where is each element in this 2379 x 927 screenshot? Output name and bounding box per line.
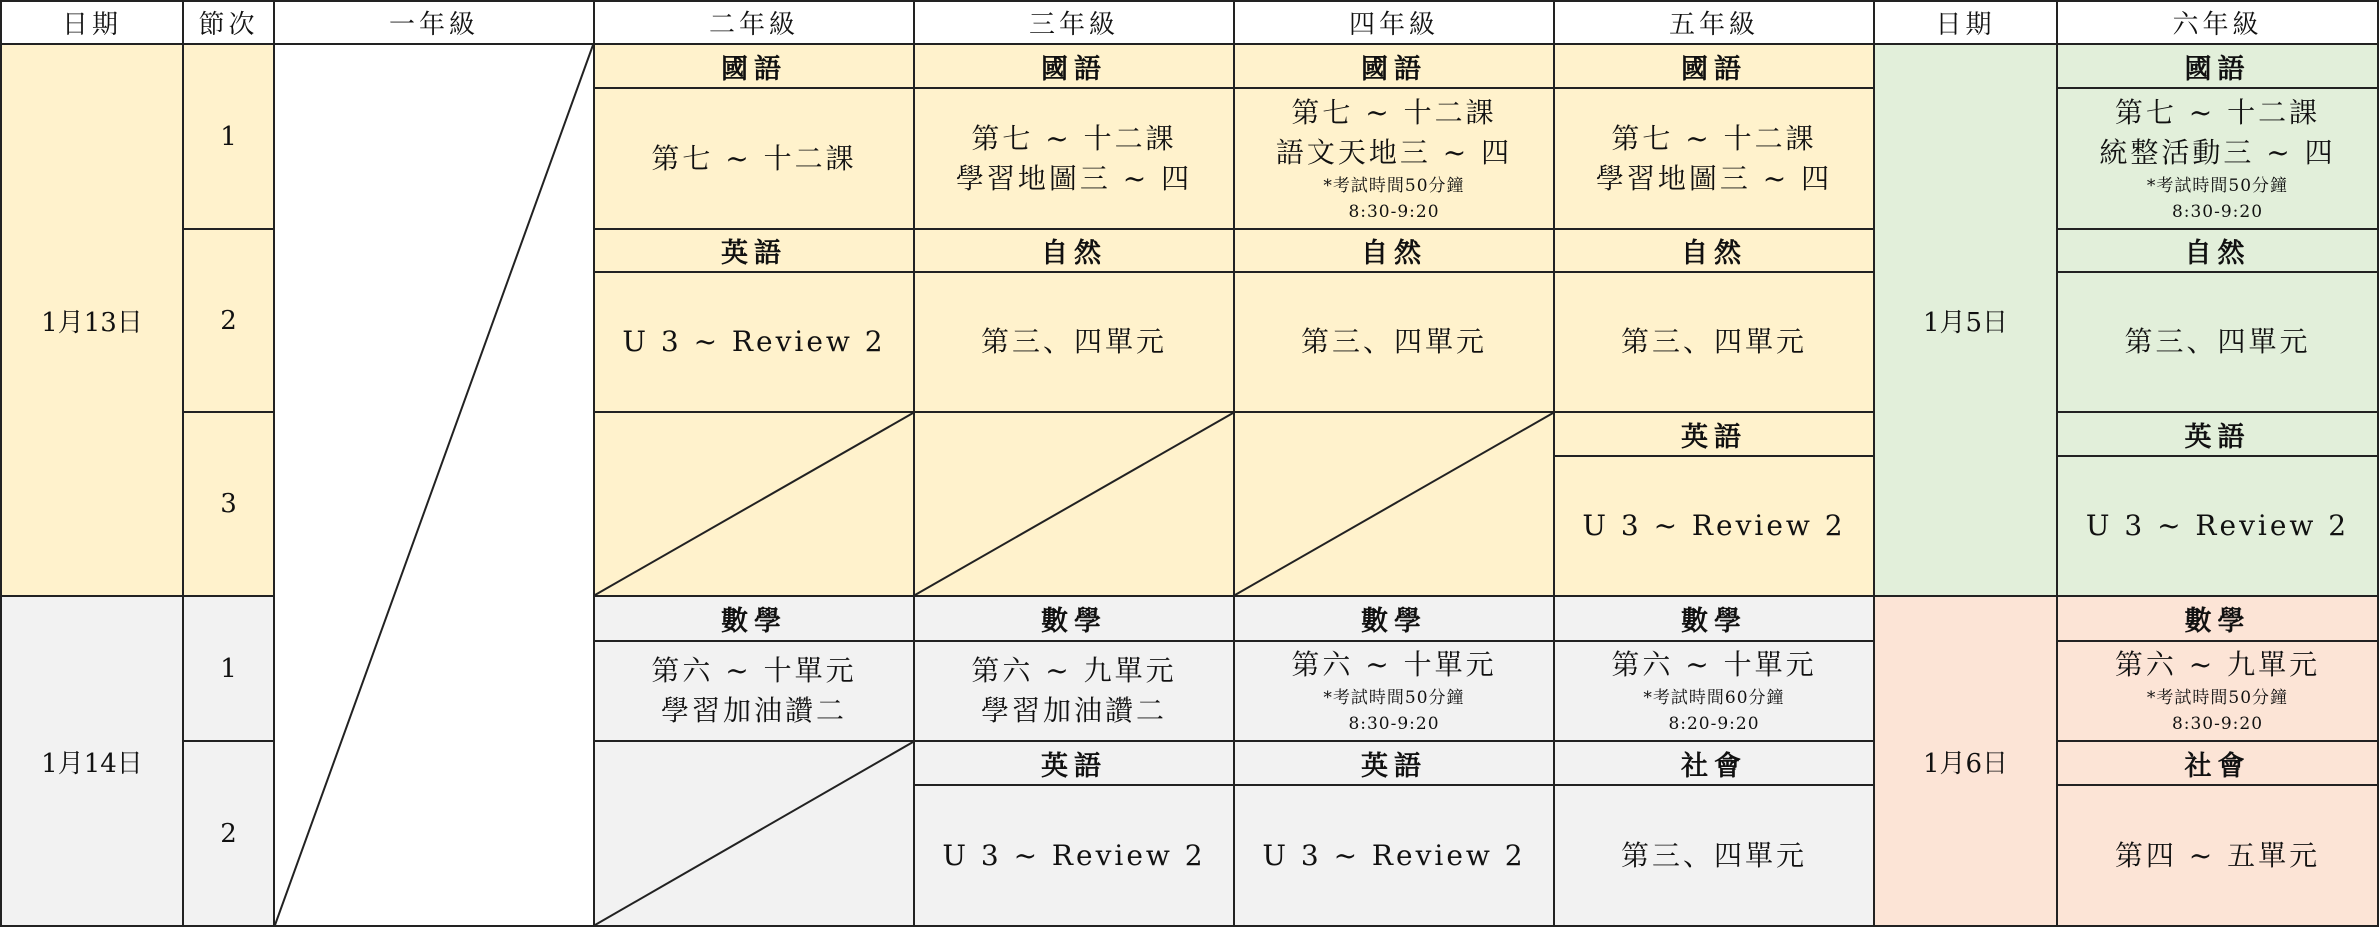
g2-d1-subject-2: 英語 (595, 230, 915, 273)
g4-d2-content-1-line1: 第六 ~ 十單元 (1291, 648, 1497, 681)
g3-d1-subject-1: 國語 (915, 45, 1235, 89)
g4-d1-exam-time: 8:30-9:20 (1348, 201, 1440, 222)
day1-date: 1月13日 (0, 45, 184, 597)
g2-d2-content-1-line2: 學習加油讚二 (660, 694, 847, 727)
g5-d1-content-3: U 3 ~ Review 2 (1555, 457, 1875, 597)
g6-content-1-line1: 第七 ~ 十二課 (2114, 95, 2321, 129)
g2-d1-empty-3 (595, 413, 915, 597)
g6-subject-1: 國語 (2058, 45, 2379, 89)
g6-content-4 (2058, 642, 2379, 742)
g4-d2-content-1 (1235, 642, 1555, 742)
g6-content-4-line1: 第六 ~ 九單元 (2114, 648, 2321, 681)
g4-d1-content-1-line1: 第七 ~ 十二課 (1291, 95, 1497, 129)
g5-d2-exam-note: *考試時間60分鐘 (1643, 688, 1785, 708)
g3-d1-subject-2: 自然 (915, 230, 1235, 273)
g5-d1-subject-3: 英語 (1555, 413, 1875, 457)
g5-d2-subject-2: 社會 (1555, 742, 1875, 786)
g2-d2-empty-2 (595, 742, 915, 927)
g6-content-3: U 3 ~ Review 2 (2058, 457, 2379, 597)
g2-d2-content-1-line1: 第六 ~ 十單元 (651, 654, 857, 687)
g2-d1-subject-1: 國語 (595, 45, 915, 89)
g3-d2-subject-1: 數學 (915, 597, 1235, 642)
g5-d1-content-1 (1555, 89, 1875, 230)
g3-d1-content-1 (915, 89, 1235, 230)
g5-d1-content-2: 第三、四單元 (1555, 273, 1875, 413)
g4-d1-exam-note: *考試時間50分鐘 (1323, 175, 1465, 196)
g4-d1-subject-1: 國語 (1235, 45, 1555, 89)
g6-exam-time-4: 8:30-9:20 (2171, 714, 2264, 734)
g6-content-5: 第四 ~ 五單元 (2058, 786, 2379, 927)
g6-date-2: 1月6日 (1875, 597, 2058, 927)
g4-d1-subject-2: 自然 (1235, 230, 1555, 273)
header-grade2: 二年級 (595, 0, 915, 45)
grade1-empty-cell (275, 45, 595, 927)
g5-d2-content-1 (1555, 642, 1875, 742)
g4-d1-content-1 (1235, 89, 1555, 230)
g4-d2-content-2: U 3 ~ Review 2 (1235, 786, 1555, 927)
header-period: 節次 (184, 0, 275, 45)
g5-d1-subject-2: 自然 (1555, 230, 1875, 273)
g3-d2-content-1-line2: 學習加油讚二 (980, 694, 1167, 727)
g6-subject-4: 數學 (2058, 597, 2379, 642)
g4-d1-content-2: 第三、四單元 (1235, 273, 1555, 413)
g4-d1-empty-3 (1235, 413, 1555, 597)
g5-d1-content-1-line2: 學習地圖三 ~ 四 (1595, 161, 1833, 195)
g5-d1-subject-1: 國語 (1555, 45, 1875, 89)
g3-d2-content-1-line1: 第六 ~ 九單元 (971, 654, 1177, 687)
day1-period-2: 2 (184, 230, 275, 413)
g3-d1-content-1-line1: 第七 ~ 十二課 (971, 121, 1177, 155)
header-date: 日期 (0, 0, 184, 45)
header-date2: 日期 (1875, 0, 2058, 45)
g4-d2-subject-1: 數學 (1235, 597, 1555, 642)
g3-d1-empty-3 (915, 413, 1235, 597)
g6-subject-2: 自然 (2058, 230, 2379, 273)
day2-period-2: 2 (184, 742, 275, 927)
g4-d2-exam-note: *考試時間50分鐘 (1323, 688, 1465, 708)
g5-d1-content-1-line1: 第七 ~ 十二課 (1611, 121, 1817, 155)
header-grade6: 六年級 (2058, 0, 2379, 45)
g6-content-1-line2: 統整活動三 ~ 四 (2099, 135, 2336, 169)
header-grade3: 三年級 (915, 0, 1235, 45)
g6-content-2: 第三、四單元 (2058, 273, 2379, 413)
g2-d2-content-1 (595, 642, 915, 742)
g3-d2-content-1 (915, 642, 1235, 742)
g6-exam-note-4: *考試時間50分鐘 (2146, 688, 2289, 708)
header-grade1: 一年級 (275, 0, 595, 45)
g3-d1-content-1-line2: 學習地圖三 ~ 四 (955, 161, 1193, 195)
g3-d2-subject-2: 英語 (915, 742, 1235, 786)
g4-d2-subject-2: 英語 (1235, 742, 1555, 786)
g5-d2-exam-time: 8:20-9:20 (1668, 714, 1760, 734)
day1-period-3: 3 (184, 413, 275, 597)
header-grade4: 四年級 (1235, 0, 1555, 45)
g2-d2-subject-1: 數學 (595, 597, 915, 642)
g4-d2-exam-time: 8:30-9:20 (1348, 714, 1440, 734)
day2-period-1: 1 (184, 597, 275, 742)
g5-d2-subject-1: 數學 (1555, 597, 1875, 642)
g6-subject-5: 社會 (2058, 742, 2379, 786)
g3-d2-content-2: U 3 ~ Review 2 (915, 786, 1235, 927)
g3-d1-content-2: 第三、四單元 (915, 273, 1235, 413)
g6-content-1 (2058, 89, 2379, 230)
g4-d1-content-1-line2: 語文天地三 ~ 四 (1275, 135, 1513, 169)
g6-exam-note-1: *考試時間50分鐘 (2146, 175, 2289, 196)
g6-date-1: 1月5日 (1875, 45, 2058, 597)
g2-d1-content-2: U 3 ~ Review 2 (595, 273, 915, 413)
g5-d2-content-1-line1: 第六 ~ 十單元 (1611, 648, 1817, 681)
g5-d2-content-2: 第三、四單元 (1555, 786, 1875, 927)
header-grade5: 五年級 (1555, 0, 1875, 45)
g6-exam-time-1: 8:30-9:20 (2171, 201, 2264, 222)
g6-subject-3: 英語 (2058, 413, 2379, 457)
day1-period-1: 1 (184, 45, 275, 230)
g2-d1-content-1: 第七 ~ 十二課 (595, 89, 915, 230)
day2-date: 1月14日 (0, 597, 184, 927)
